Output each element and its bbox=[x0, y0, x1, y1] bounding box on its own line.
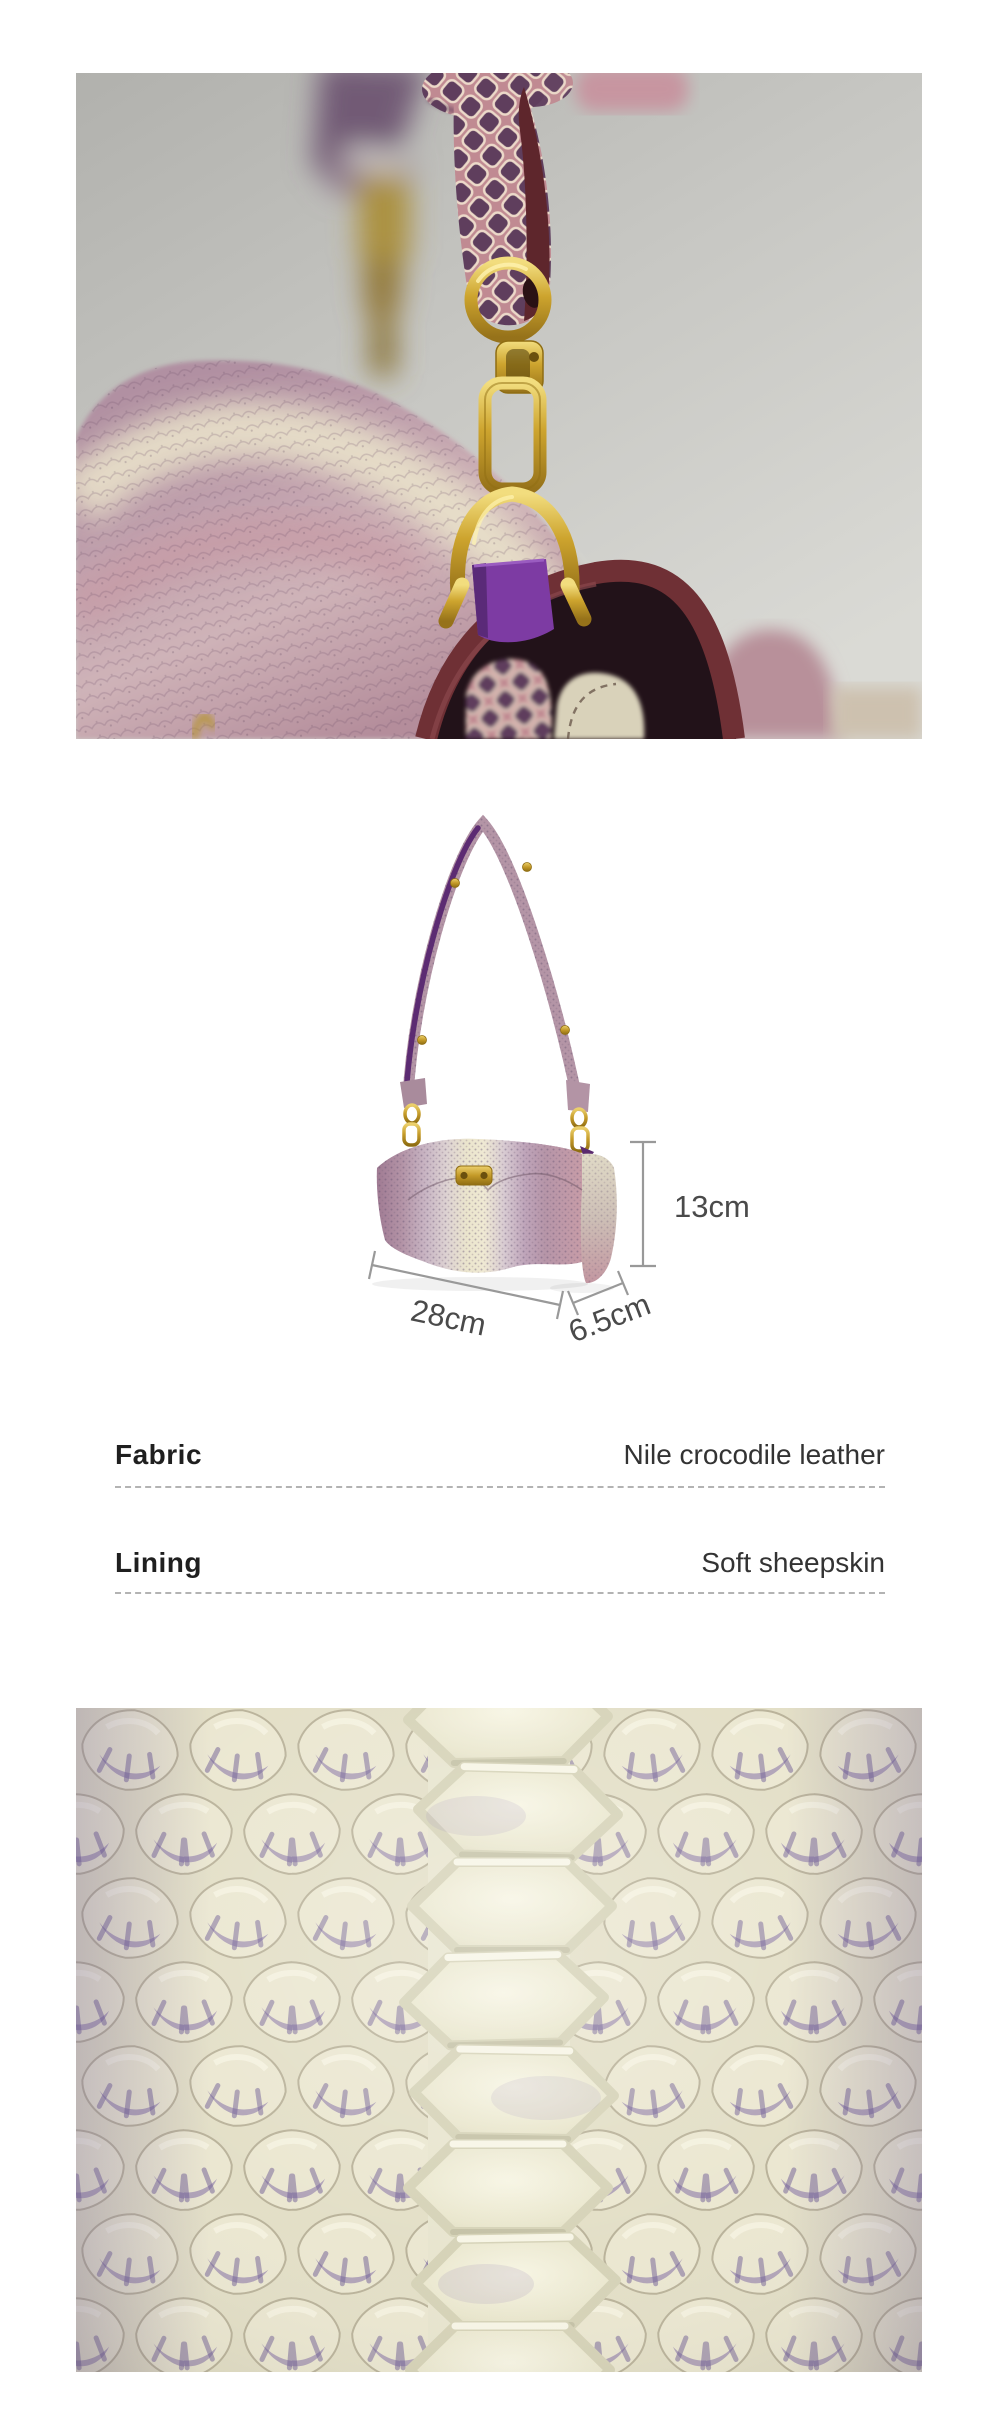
width-measurement-label: 28cm bbox=[407, 1292, 490, 1343]
strap-clasp-left bbox=[404, 1124, 419, 1145]
spec-value: Nile crocodile leather bbox=[623, 1439, 885, 1470]
texture-photo bbox=[76, 1708, 922, 2372]
purple-leather-loop bbox=[472, 559, 554, 642]
spec-row-lining bbox=[115, 1548, 885, 1578]
depth-measurement-label: 6.5cm bbox=[563, 1286, 656, 1350]
lighting-overlay bbox=[76, 1708, 922, 2372]
dashed-divider bbox=[115, 1486, 885, 1488]
hero-photo bbox=[76, 73, 922, 739]
strap-studs bbox=[418, 863, 570, 1045]
strap-end-right bbox=[566, 1080, 590, 1112]
spec-row-fabric bbox=[115, 1440, 885, 1470]
spec-label: Fabric bbox=[115, 1439, 203, 1470]
bag-illustration bbox=[372, 1139, 617, 1293]
strap-clasp-right bbox=[572, 1128, 588, 1151]
spec-value: Soft sheepskin bbox=[701, 1547, 885, 1578]
dashed-divider bbox=[115, 1592, 885, 1594]
spec-label: Lining bbox=[115, 1547, 202, 1578]
dimension-diagram bbox=[330, 800, 750, 1360]
height-measurement-label: 13cm bbox=[674, 1189, 750, 1224]
height-dimension-line bbox=[630, 1142, 656, 1266]
shoulder-strap bbox=[400, 823, 594, 1164]
